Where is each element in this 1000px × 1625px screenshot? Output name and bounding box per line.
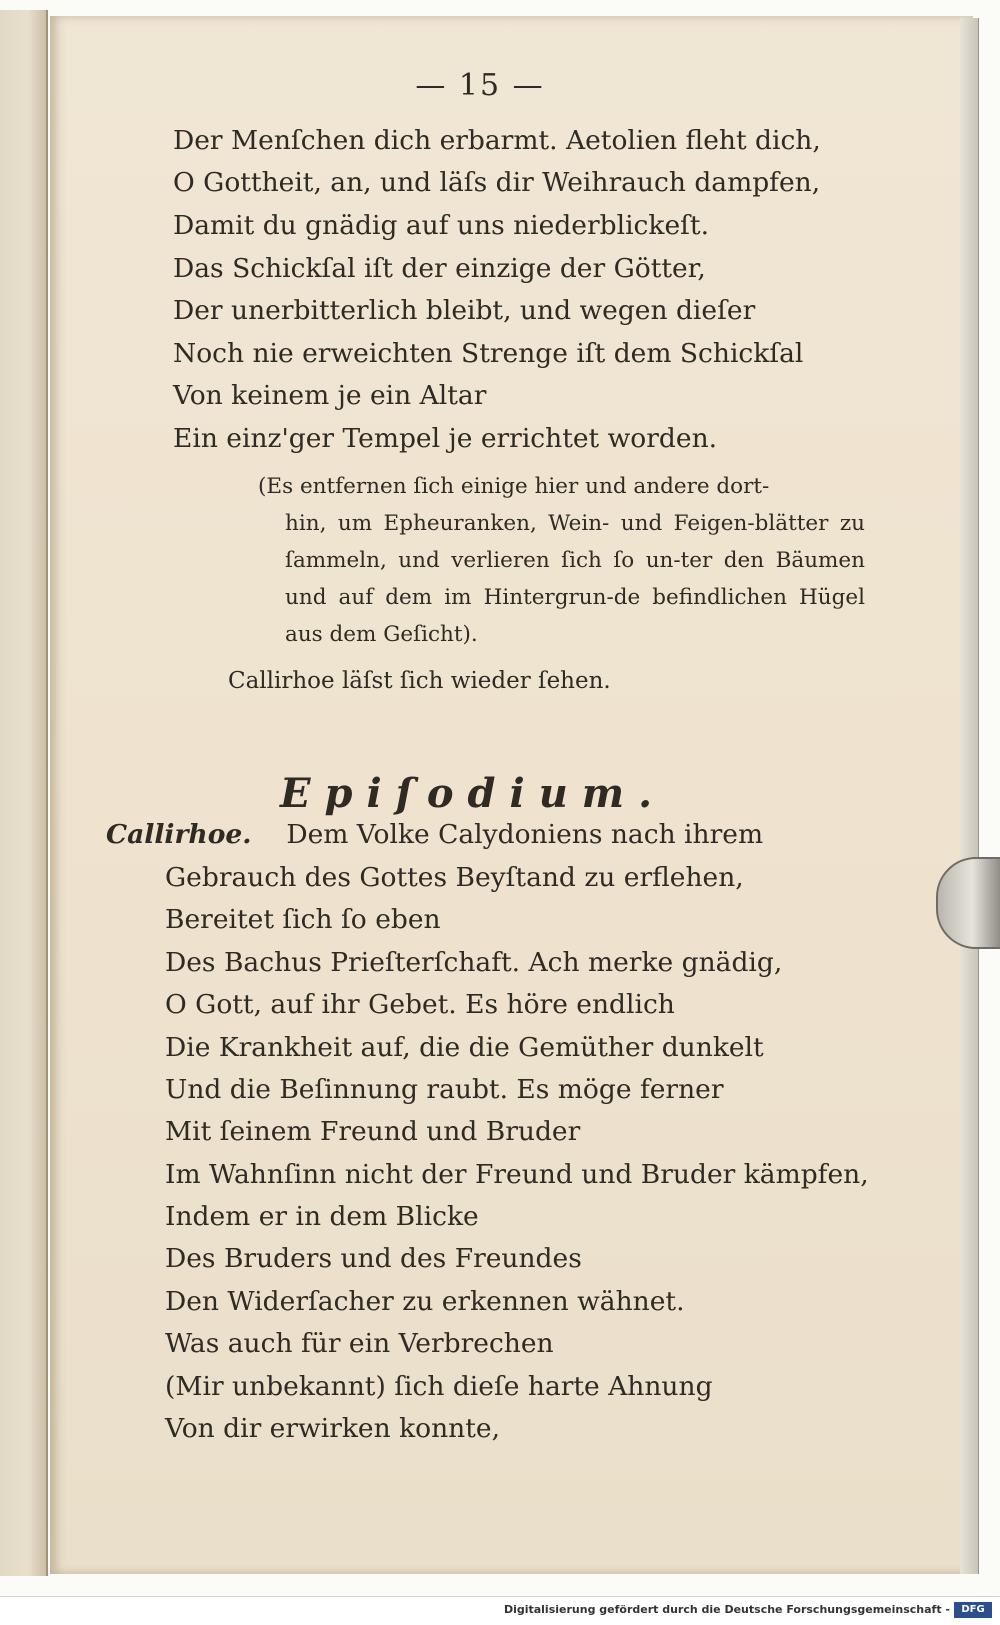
speech-line: Dem Volke Calydoniens nach ihrem bbox=[286, 819, 764, 850]
speech-line: Die Krankheit auf, die die Gemüther dunkelt bbox=[165, 1032, 764, 1063]
stage-direction-first-line: (Es entfernen ſich einige hier und andere dort- bbox=[258, 474, 770, 499]
digitization-footer bbox=[0, 1596, 1000, 1625]
speech-line: Indem er in dem Blicke bbox=[165, 1201, 479, 1232]
page-stack-edge bbox=[960, 18, 979, 1574]
verse-line: Damit du gnädig auf uns niederblickeſt. bbox=[173, 210, 710, 241]
verse-line: O Gottheit, an, und läſs dir Weihrauch dampfen, bbox=[173, 167, 821, 198]
verse-line: Von keinem je ein Altar bbox=[173, 380, 487, 411]
speech-line: Des Bruders und des Freundes bbox=[165, 1243, 582, 1274]
page-number: — 15 — bbox=[415, 68, 545, 103]
footer-credit: Digitalisierung gefördert durch die Deutsche Forschungsgemeinschaft - bbox=[503, 1603, 950, 1616]
speaker-name: Callirhoe. bbox=[106, 819, 252, 850]
bookmark-tab bbox=[936, 857, 1000, 949]
speech-line: (Mir unbekannt) ſich dieſe harte Ahnung bbox=[165, 1371, 713, 1402]
dfg-logo: DFG bbox=[954, 1602, 992, 1618]
verse-line: Noch nie erweichten Strenge iſt dem Schickſal bbox=[173, 338, 804, 369]
speech-line: Von dir erwirken konnte, bbox=[165, 1413, 500, 1444]
speech-line: Mit ſeinem Freund und Bruder bbox=[165, 1116, 581, 1147]
speech-line: Des Bachus Prieſterſchaft. Ach merke gnädig, bbox=[165, 947, 783, 978]
verse-line: Das Schickſal iſt der einzige der Götter, bbox=[173, 253, 706, 284]
speech-line: Bereitet ſich ſo eben bbox=[165, 904, 441, 935]
verse-line: Der Menſchen dich erbarmt. Aetolien fleht dich, bbox=[173, 125, 821, 156]
stage-direction bbox=[258, 468, 865, 653]
section-heading: Epiſodium. bbox=[280, 770, 667, 817]
verse-line: Ein einz'ger Tempel je errichtet worden. bbox=[173, 423, 718, 454]
speech-first-line bbox=[106, 819, 764, 850]
speech-line: O Gott, auf ihr Gebet. Es höre endlich bbox=[165, 989, 675, 1020]
speech-line: Gebrauch des Gottes Beyſtand zu erflehen, bbox=[165, 862, 744, 893]
speech-line: Im Wahnſinn nicht der Freund und Bruder kämpfen, bbox=[165, 1159, 869, 1190]
verse-line: Der unerbitterlich bleibt, und wegen dieſer bbox=[173, 295, 756, 326]
previous-page-edge bbox=[0, 10, 48, 1576]
speech-line: Was auch für ein Verbrechen bbox=[165, 1328, 554, 1359]
entrance-note: Callirhoe läſst ſich wieder ſehen. bbox=[228, 668, 611, 694]
stage-direction-text: hin, um Epheuranken, Wein- und Feigen-blätter zu ſammeln, und verlieren ſich ſo un-ter den Bäumen und auf dem im Hintergrun-de befindlichen Hügel aus dem Geſicht). bbox=[285, 511, 865, 647]
speech-line: Den Widerſacher zu erkennen wähnet. bbox=[165, 1286, 685, 1317]
speech-line: Und die Beſinnung raubt. Es möge ferner bbox=[165, 1074, 724, 1105]
